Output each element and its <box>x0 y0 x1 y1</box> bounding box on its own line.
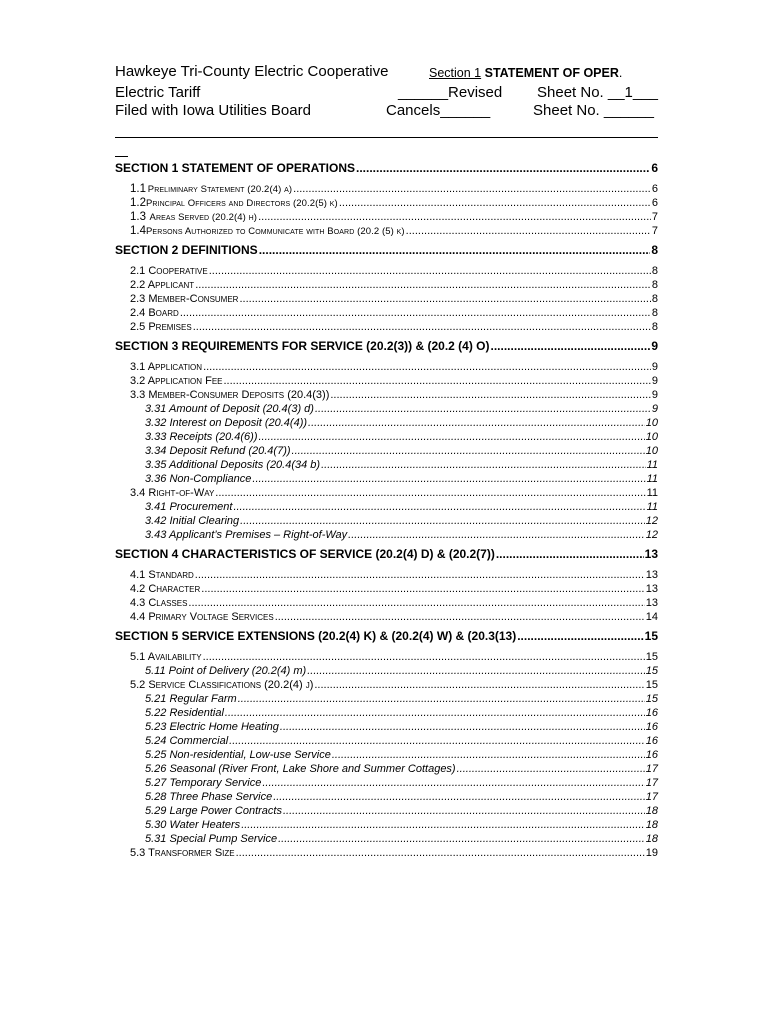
toc-page-number: 8 <box>651 293 658 305</box>
header-divider <box>115 137 658 138</box>
dot-leader <box>308 417 645 429</box>
toc-page-number: 9 <box>651 389 658 401</box>
toc-entry-title: 2.4 Board <box>130 307 179 319</box>
dot-leader <box>215 487 645 499</box>
toc-page-number: 16 <box>645 721 658 733</box>
toc-entry-title: 4.3 Classes <box>130 597 188 609</box>
toc-entry-title: 4.1 Standard <box>130 569 194 581</box>
toc-entry-title: 5.28 Three Phase Service <box>145 791 273 803</box>
toc-page-number: 10 <box>645 417 658 429</box>
toc-entry-5-28[interactable] <box>115 791 658 805</box>
toc-page-number: 18 <box>645 819 658 831</box>
section-reference <box>429 64 622 82</box>
sheet-number: Sheet No. __1___ <box>537 84 658 101</box>
toc-entry-5-23[interactable] <box>115 721 658 735</box>
dot-leader <box>195 569 645 581</box>
dot-leader <box>229 735 645 747</box>
toc-entry-4-2[interactable] <box>115 583 658 597</box>
toc-page-number: 8 <box>651 265 658 277</box>
toc-entry-title: Preliminary Statement (20.2(4) a) <box>147 184 293 195</box>
toc-entry-5-11[interactable] <box>115 665 658 679</box>
toc-entry-title: 3.31 Amount of Deposit (20.4(3) d) <box>145 403 314 415</box>
toc-entry-4-3[interactable] <box>115 597 658 611</box>
cancels-field: Cancels______ <box>386 102 491 119</box>
toc-entry-title: 5.25 Non-residential, Low-use Service <box>145 749 331 761</box>
toc-section-3[interactable] <box>115 339 658 357</box>
toc-page-number: 14 <box>645 611 658 623</box>
toc-entry-title: 3.1 Application <box>130 361 203 373</box>
toc-entry-number: 1.3 <box>130 211 146 223</box>
toc-entry-3-41[interactable] <box>115 501 658 515</box>
dot-leader <box>332 749 645 761</box>
toc-entry-5-1[interactable] <box>115 651 658 665</box>
table-of-contents <box>115 161 658 861</box>
dot-leader <box>262 777 644 789</box>
dot-leader <box>348 529 645 541</box>
toc-entry-3-32[interactable] <box>115 417 658 431</box>
toc-entry-title: 3.32 Interest on Deposit (20.4(4)) <box>145 417 308 429</box>
dot-leader <box>180 307 651 319</box>
toc-entry-5-27[interactable] <box>115 777 658 791</box>
dot-leader <box>203 361 651 373</box>
toc-entry-1-2[interactable] <box>115 197 658 211</box>
toc-entry-3-35[interactable] <box>115 459 658 473</box>
toc-entry-title: Principal Officers and Directors (20.2(5) k) <box>146 198 338 209</box>
toc-entry-1-1[interactable] <box>115 183 658 197</box>
toc-entry-3-2[interactable] <box>115 375 658 389</box>
dot-leader <box>293 183 651 195</box>
toc-entry-number: 1.1 <box>130 183 146 195</box>
toc-entry-title: 5.29 Large Power Contracts <box>145 805 282 817</box>
toc-entry-title: 3.4 Right-of-Way <box>130 487 215 499</box>
toc-entry-2-3[interactable] <box>115 293 658 307</box>
dot-leader <box>321 459 645 471</box>
toc-entry-number: 1.4 <box>130 225 146 237</box>
toc-section-title: SECTION 5 SERVICE EXTENSIONS (20.2(4) K) & (20.2(4) W) & (20.3(13) <box>115 629 517 643</box>
toc-entry-3-34[interactable] <box>115 445 658 459</box>
toc-entry-1-4[interactable] <box>115 225 658 239</box>
toc-entry-title: 5.3 Transformer Size <box>130 847 235 859</box>
toc-entry-title: 3.35 Additional Deposits (20.4(34 b) <box>145 459 321 471</box>
dot-leader <box>457 763 645 775</box>
toc-page-number: 12 <box>645 529 658 541</box>
toc-page-number: 7 <box>651 225 658 237</box>
toc-entry-2-4[interactable] <box>115 307 658 321</box>
toc-entry-title: 4.4 Primary Voltage Services <box>130 611 274 623</box>
toc-page-number: 13 <box>645 597 658 609</box>
toc-entry-title: 3.3 Member-Consumer Deposits (20.4(3)) <box>130 389 330 401</box>
dot-leader <box>339 197 651 209</box>
toc-entry-title: 5.27 Temporary Service <box>145 777 262 789</box>
toc-entry-title: 5.22 Residential <box>145 707 224 719</box>
toc-page-number: 9 <box>651 403 658 415</box>
toc-page-number: 9 <box>651 361 658 373</box>
company-name: Hawkeye Tri-County Electric Cooperative <box>115 63 389 80</box>
toc-entry-title: 3.42 Initial Clearing <box>145 515 240 527</box>
toc-entry-title: 3.36 Non-Compliance <box>145 473 252 485</box>
toc-entry-title: 5.1 Availability <box>130 651 202 663</box>
toc-section-1[interactable] <box>115 161 658 179</box>
toc-entry-5-29[interactable] <box>115 805 658 819</box>
toc-entry-title: Areas Served (20.2(4) h) <box>149 212 258 223</box>
dot-leader <box>224 375 651 387</box>
toc-entry-5-31[interactable] <box>115 833 658 847</box>
toc-entry-title: 5.30 Water Heaters <box>145 819 241 831</box>
dot-leader <box>236 847 645 859</box>
toc-page-number: 11 <box>646 473 658 485</box>
toc-entry-number: 1.2 <box>130 197 146 209</box>
toc-page-number: 9 <box>651 339 658 353</box>
revised-field: ______Revised <box>398 84 503 101</box>
dot-leader <box>406 225 651 237</box>
toc-page-number: 13 <box>644 547 658 561</box>
toc-entry-title: 5.24 Commercial <box>145 735 229 747</box>
dot-leader <box>203 651 645 663</box>
toc-page-number: 12 <box>645 515 658 527</box>
dot-leader <box>195 279 651 291</box>
toc-entry-3-42[interactable] <box>115 515 658 529</box>
filed-with-label: Filed with Iowa Utilities Board <box>115 102 311 119</box>
dot-leader <box>188 597 644 609</box>
toc-page-number: 15 <box>645 651 658 663</box>
dot-leader <box>209 265 651 277</box>
header-divider-tail <box>115 156 128 157</box>
toc-page-number: 10 <box>645 431 658 443</box>
toc-entry-title: 3.2 Application Fee <box>130 375 223 387</box>
toc-section-title: SECTION 3 REQUIREMENTS FOR SERVICE (20.2(3)) & (20.2 (4) O) <box>115 339 490 353</box>
toc-entry-title: 5.26 Seasonal (River Front, Lake Shore and Summer Cottages) <box>145 763 456 775</box>
dot-leader <box>273 791 645 803</box>
toc-entry-3-33[interactable] <box>115 431 658 445</box>
toc-page-number: 16 <box>645 749 658 761</box>
toc-section-title: SECTION 1 STATEMENT OF OPERATIONS <box>115 161 356 175</box>
toc-page-number: 8 <box>651 243 658 257</box>
toc-entry-title: Persons Authorized to Communicate with Board (20.2 (5) k) <box>146 226 405 237</box>
toc-page-number: 6 <box>651 161 658 175</box>
dot-leader <box>239 293 650 305</box>
toc-entry-3-1[interactable] <box>115 361 658 375</box>
toc-section-4[interactable] <box>115 547 658 565</box>
toc-page-number: 11 <box>646 487 658 499</box>
section-ref-period: . <box>618 66 623 80</box>
toc-entry-title: 2.2 Applicant <box>130 279 195 291</box>
toc-entry-2-1[interactable] <box>115 265 658 279</box>
toc-section-5[interactable] <box>115 629 658 647</box>
dot-leader <box>491 339 651 353</box>
toc-page-number: 17 <box>645 791 658 803</box>
toc-page-number: 9 <box>651 375 658 387</box>
toc-entry-5-30[interactable] <box>115 819 658 833</box>
sheet-number-cancelled: Sheet No. ______ <box>533 102 654 119</box>
toc-entry-title: 5.23 Electric Home Heating <box>145 721 279 733</box>
dot-leader <box>225 707 645 719</box>
toc-entry-title: 5.11 Point of Delivery (20.2(4) m) <box>145 665 307 677</box>
dot-leader <box>307 665 645 677</box>
toc-page-number: 16 <box>645 735 658 747</box>
dot-leader <box>280 721 645 733</box>
dot-leader <box>517 629 643 643</box>
toc-entry-3-3[interactable] <box>115 389 658 403</box>
toc-entry-5-25[interactable] <box>115 749 658 763</box>
toc-entry-3-31[interactable] <box>115 403 658 417</box>
toc-entry-1-3[interactable] <box>115 211 658 225</box>
toc-page-number: 8 <box>651 321 658 333</box>
dot-leader <box>356 161 650 175</box>
toc-entry-4-1[interactable] <box>115 569 658 583</box>
dot-leader <box>238 693 645 705</box>
dot-leader <box>240 515 645 527</box>
toc-entry-title: 3.41 Procurement <box>145 501 233 513</box>
dot-leader <box>241 819 645 831</box>
toc-page-number: 15 <box>645 679 658 691</box>
toc-section-title: SECTION 4 CHARACTERISTICS OF SERVICE (20.2(4) D) & (20.2(7)) <box>115 547 495 561</box>
dot-leader <box>278 833 645 845</box>
toc-entry-title: 2.1 Cooperative <box>130 265 208 277</box>
dot-leader <box>259 431 645 443</box>
dot-leader <box>283 805 645 817</box>
toc-entry-title: 2.3 Member-Consumer <box>130 293 239 305</box>
toc-page-number: 6 <box>651 197 658 209</box>
toc-entry-3-36[interactable] <box>115 473 658 487</box>
section-ref-title: STATEMENT OF OPER <box>484 66 619 80</box>
dot-leader <box>252 473 645 485</box>
dot-leader <box>292 445 645 457</box>
dot-leader <box>314 679 644 691</box>
toc-page-number: 18 <box>645 833 658 845</box>
toc-entry-title: 5.2 Service Classifications (20.2(4) j) <box>130 679 314 691</box>
toc-entry-5-2[interactable] <box>115 679 658 693</box>
section-ref-number: Section 1 <box>429 66 482 80</box>
dot-leader <box>258 211 651 223</box>
toc-page-number: 7 <box>651 211 658 223</box>
toc-entry-title: 3.33 Receipts (20.4(6)) <box>145 431 258 443</box>
toc-page-number: 15 <box>644 629 658 643</box>
toc-page-number: 10 <box>645 445 658 457</box>
toc-page-number: 8 <box>651 307 658 319</box>
toc-page-number: 15 <box>645 693 658 705</box>
toc-entry-2-5[interactable] <box>115 321 658 335</box>
toc-page-number: 6 <box>651 183 658 195</box>
toc-entry-5-26[interactable] <box>115 763 658 777</box>
toc-page-number: 11 <box>646 501 658 513</box>
toc-page-number: 16 <box>645 707 658 719</box>
toc-entry-5-22[interactable] <box>115 707 658 721</box>
dot-leader <box>193 321 651 333</box>
toc-page-number: 17 <box>645 777 658 789</box>
toc-entry-title: 3.43 Applicant’s Premises – Right-of-Way <box>145 529 348 541</box>
toc-entry-5-21[interactable] <box>115 693 658 707</box>
toc-entry-2-2[interactable] <box>115 279 658 293</box>
dot-leader <box>330 389 651 401</box>
toc-entry-title: 4.2 Character <box>130 583 201 595</box>
toc-section-title: SECTION 2 DEFINITIONS <box>115 243 258 257</box>
toc-entry-3-43[interactable] <box>115 529 658 543</box>
toc-page-number: 18 <box>645 805 658 817</box>
tariff-label: Electric Tariff <box>115 84 201 101</box>
toc-section-2[interactable] <box>115 243 658 261</box>
toc-entry-title: 2.5 Premises <box>130 321 192 333</box>
toc-page-number: 11 <box>646 459 658 471</box>
toc-page-number: 15 <box>645 665 658 677</box>
toc-entry-3-4[interactable] <box>115 487 658 501</box>
toc-page-number: 13 <box>645 569 658 581</box>
dot-leader <box>315 403 651 415</box>
toc-entry-title: 5.31 Special Pump Service <box>145 833 278 845</box>
dot-leader <box>275 611 645 623</box>
toc-entry-5-3[interactable] <box>115 847 658 861</box>
toc-page-number: 13 <box>645 583 658 595</box>
dot-leader <box>233 501 645 513</box>
toc-entry-4-4[interactable] <box>115 611 658 625</box>
dot-leader <box>201 583 644 595</box>
dot-leader <box>259 243 651 257</box>
toc-entry-title: 5.21 Regular Farm <box>145 693 237 705</box>
dot-leader <box>496 547 644 561</box>
toc-page-number: 8 <box>651 279 658 291</box>
toc-page-number: 19 <box>645 847 658 859</box>
toc-page-number: 17 <box>645 763 658 775</box>
toc-entry-title: 3.34 Deposit Refund (20.4(7)) <box>145 445 291 457</box>
toc-entry-5-24[interactable] <box>115 735 658 749</box>
